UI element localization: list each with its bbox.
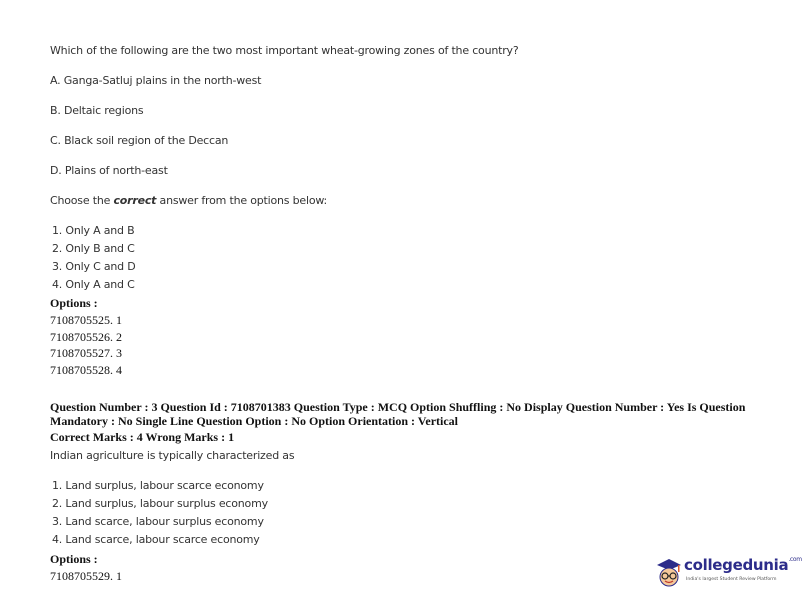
logo-tagline: India's largest Student Review Platform — [686, 577, 777, 582]
answer-option-4: 4. Land scarce, labour scarce economy — [52, 533, 260, 546]
statement-b: B. Deltaic regions — [50, 104, 144, 117]
options-label: Options : — [50, 552, 98, 566]
option-id-3: 7108705527. 3 — [50, 346, 122, 360]
choose-suffix: answer from the options below: — [156, 194, 328, 207]
option-id-4: 7108705528. 4 — [50, 363, 122, 377]
answer-option-3: 3. Only C and D — [52, 260, 136, 273]
logo-name: collegedunia — [684, 556, 789, 574]
question-3-marks: Correct Marks : 4 Wrong Marks : 1 — [50, 430, 235, 444]
statement-d: D. Plains of north-east — [50, 164, 168, 177]
student-mascot-icon — [654, 556, 684, 592]
answer-option-2: 2. Land surplus, labour surplus economy — [52, 497, 268, 510]
answer-option-1: 1. Land surplus, labour scarce economy — [52, 479, 264, 492]
answer-option-4: 4. Only A and C — [52, 278, 135, 291]
choose-prefix: Choose the — [50, 194, 114, 207]
choose-instruction — [50, 194, 327, 207]
question-3-text: Indian agriculture is typically characterized as — [50, 449, 295, 462]
answer-option-1: 1. Only A and B — [52, 224, 135, 237]
choose-emphasis: correct — [113, 194, 157, 207]
collegedunia-logo — [654, 556, 802, 592]
answer-option-2: 2. Only B and C — [52, 242, 135, 255]
logo-tld: .com — [788, 556, 802, 563]
option-id-2: 7108705526. 2 — [50, 330, 122, 344]
logo-wordmark — [684, 556, 802, 574]
option-id-1: 7108705529. 1 — [50, 569, 122, 583]
answer-option-3: 3. Land scarce, labour surplus economy — [52, 515, 264, 528]
options-label: Options : — [50, 296, 98, 310]
statement-c: C. Black soil region of the Deccan — [50, 134, 229, 147]
statement-a: A. Ganga-Satluj plains in the north-west — [50, 74, 262, 87]
question-3-meta: Question Number : 3 Question Id : 7108701383 Question Type : MCQ Option Shuffling : No Display Question Number : Yes Is Question Mandatory : No Single Line Question Option : No Option Orientation : Vertical — [50, 400, 746, 428]
option-id-1: 7108705525. 1 — [50, 313, 122, 327]
question-2-text: Which of the following are the two most important wheat-growing zones of the country? — [50, 44, 519, 57]
